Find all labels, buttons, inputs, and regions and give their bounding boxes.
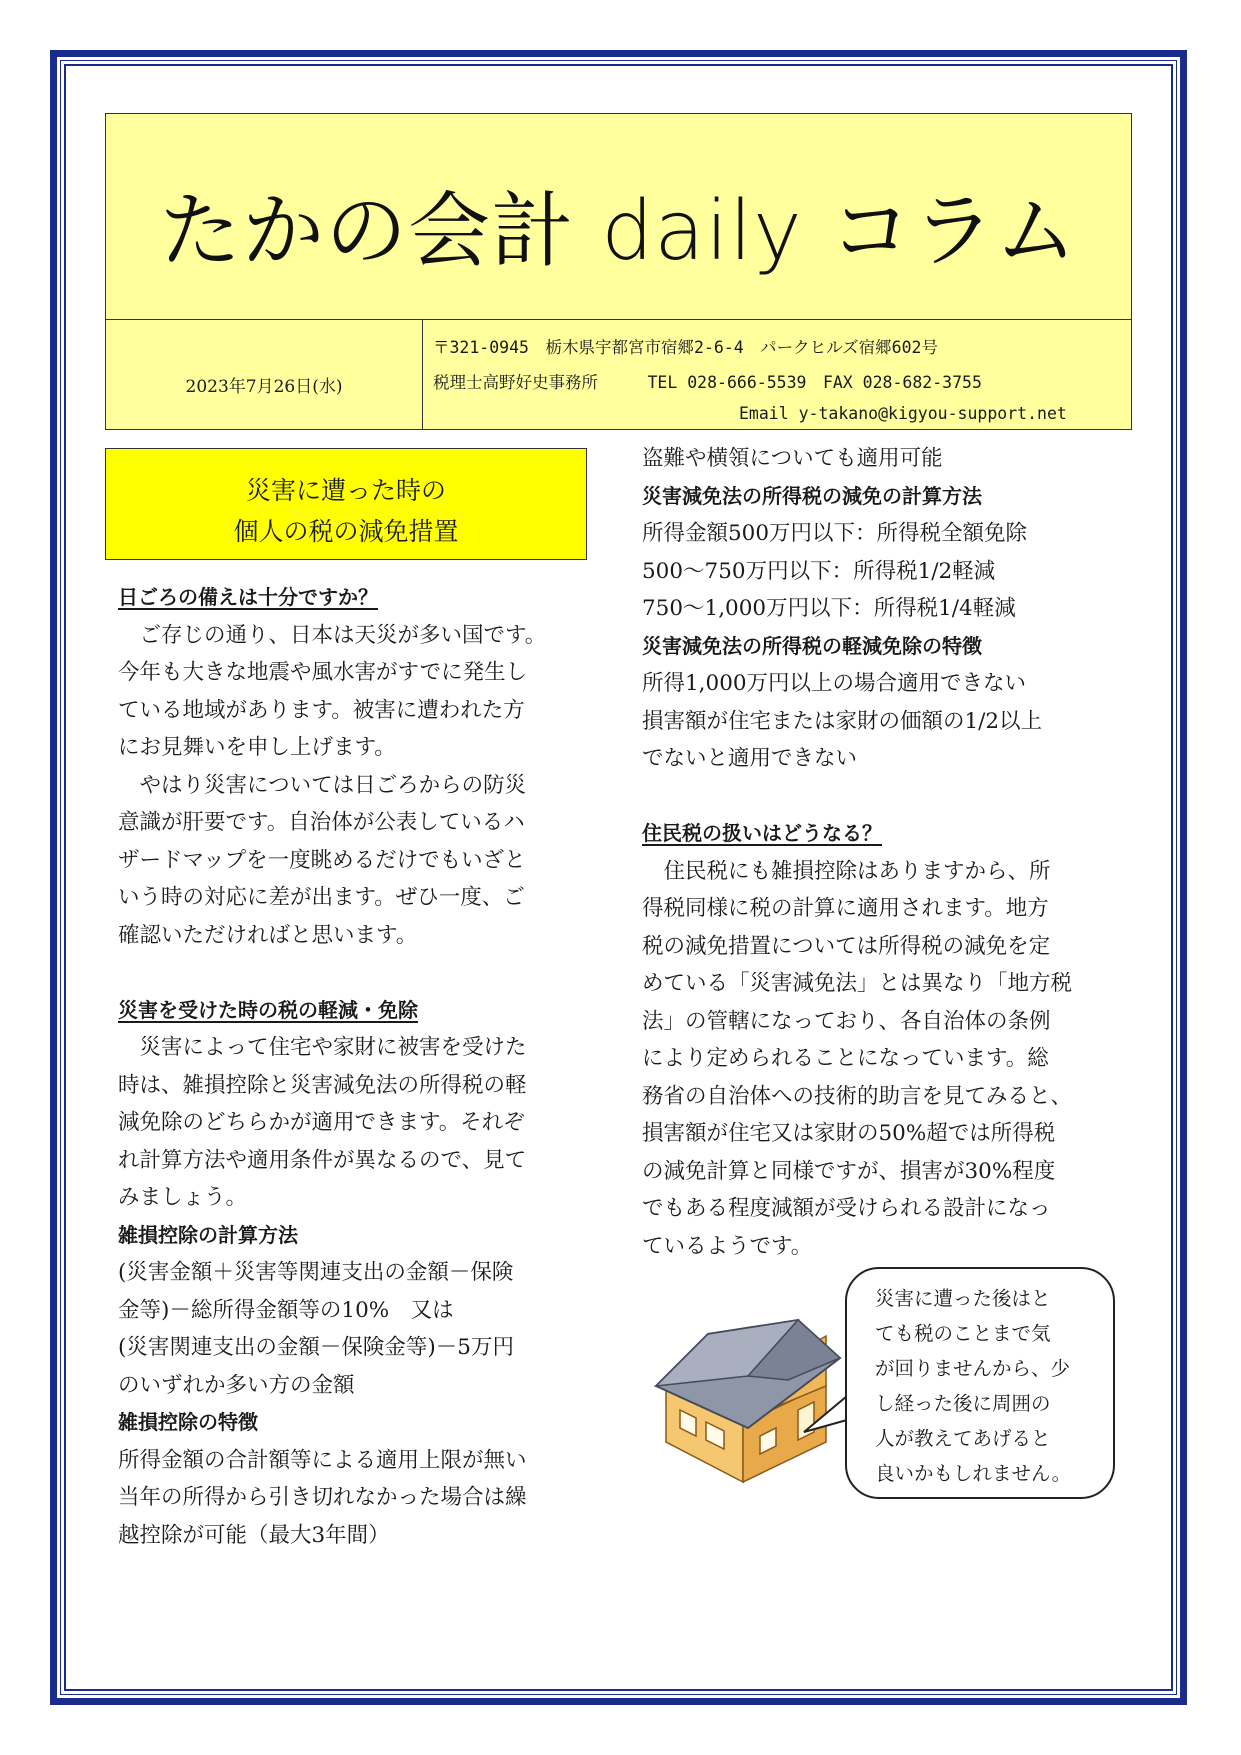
- body-line: 減免除のどちらかが適用できます。それぞ: [118, 1110, 525, 1135]
- body-line: 務省の自治体への技術的助言を見てみると、: [642, 1083, 1073, 1109]
- body-line: 750～1,000万円以下：所得税1/4軽減: [642, 596, 1016, 621]
- bubble-line: 人が教えてあげると: [875, 1427, 1051, 1450]
- body-line: 金等)－総所得金額等の10% 又は: [118, 1297, 454, 1323]
- article-heading-line1: 災害に遭った時の: [245, 476, 446, 505]
- body-line: 住民税にも雑損控除はありますから、所: [642, 858, 1051, 884]
- body-line: やはり災害については日ごろからの防災: [118, 772, 527, 798]
- bubble-line: 災害に遭った後はと: [875, 1287, 1051, 1310]
- body-line: ているようです。: [642, 1233, 813, 1259]
- body-line: 意識が肝要です。自治体が公表しているハ: [118, 810, 525, 835]
- body-line: 所得金額500万円以下：所得税全額免除: [642, 521, 1028, 546]
- subsection-title: 雑損控除の計算方法: [118, 1222, 298, 1247]
- body-line: 確認いただければと思います。: [118, 922, 418, 948]
- body-line: めている「災害減免法」とは異なり「地方税: [642, 971, 1073, 996]
- bubble-line: ても税のことまで気: [875, 1322, 1051, 1345]
- spacer: [642, 778, 1127, 816]
- office-contact: 税理士高野好史事務所 TEL 028-666-5539 FAX 028-682-3755: [433, 373, 982, 392]
- spacer: [118, 954, 598, 992]
- bubble-line: し経った後に周囲の: [875, 1392, 1051, 1415]
- header-column-divider: [422, 319, 423, 429]
- issue-date: 2023年7月26日(水): [185, 377, 343, 397]
- newsletter-title: たかの会計 daily コラム: [159, 184, 1078, 279]
- body-line: 税の減免措置については所得税の減免を定: [642, 933, 1051, 959]
- body-line: 損害額が住宅または家財の価額の1/2以上: [642, 708, 1043, 734]
- body-line: (災害金額＋災害等関連支出の金額－保険: [118, 1260, 514, 1285]
- body-line: により定められることになっています。総: [642, 1046, 1049, 1071]
- subsection-title: 災害減免法の所得税の軽減免除の特徴: [642, 633, 982, 658]
- body-line: ザードマップを一度眺めるだけでもいざと: [118, 847, 526, 873]
- office-email: Email y-takano@kigyou-support.net: [739, 404, 1067, 423]
- body-line: ご存じの通り、日本は天災が多い国です。: [118, 622, 547, 648]
- subsection-title: 災害減免法の所得税の減免の計算方法: [642, 483, 982, 508]
- body-line: ている地域があります。被害に遭われた方: [118, 697, 525, 723]
- body-line: みましょう。: [118, 1185, 248, 1210]
- body-line: のいずれか多い方の金額: [118, 1372, 355, 1398]
- body-line: 所得金額の合計額等による適用上限が無い: [118, 1447, 527, 1473]
- body-line: 得税同様に税の計算に適用されます。地方: [642, 896, 1049, 921]
- section-title: 日ごろの備えは十分ですか？: [118, 585, 378, 609]
- body-line: いう時の対応に差が出ます。ぜひ一度、ご: [118, 885, 525, 910]
- body-line: の減免計算と同様ですが、損害が30%程度: [642, 1158, 1056, 1184]
- body-line: 500～750万円以下：所得税1/2軽減: [642, 558, 996, 584]
- bubble-line: 良いかもしれません。: [875, 1462, 1072, 1485]
- body-line: 盗難や横領についても適用可能: [642, 446, 943, 471]
- body-line: にお見舞いを申し上げます。: [118, 735, 396, 760]
- body-line: (災害関連支出の金額－保険金等)－5万円: [118, 1335, 514, 1360]
- body-line: でもある程度減額が受けられる設計になっ: [642, 1196, 1051, 1221]
- article-left-column: [118, 579, 598, 1554]
- body-line: 越控除が可能（最大3年間）: [118, 1522, 390, 1548]
- article-right-column: [642, 440, 1127, 1265]
- section-title: 災害を受けた時の税の軽減・免除: [118, 997, 418, 1022]
- body-line: 今年も大きな地震や風水害がすでに発生し: [118, 660, 528, 685]
- body-line: 損害額が住宅又は家財の50%超では所得税: [642, 1121, 1056, 1146]
- body-line: でないと適用できない: [642, 746, 858, 771]
- body-line: 災害によって住宅や家財に被害を受けた: [118, 1035, 527, 1060]
- article-heading-line2: 個人の税の減免措置: [233, 517, 459, 546]
- header-divider: [106, 319, 1131, 320]
- section-title: 住民税の扱いはどうなる？: [642, 821, 882, 845]
- bubble-line: が回りませんから、少: [875, 1357, 1071, 1380]
- body-line: 時は、雑損控除と災害減免法の所得税の軽: [118, 1072, 527, 1098]
- article-heading: [105, 448, 587, 560]
- subsection-title: 雑損控除の特徴: [118, 1410, 258, 1434]
- body-line: れ計算方法や適用条件が異なるので、見て: [118, 1147, 527, 1173]
- body-line: 法」の管轄になっており、各自治体の条例: [642, 1008, 1051, 1034]
- body-line: 当年の所得から引き切れなかった場合は繰: [118, 1485, 527, 1510]
- body-line: 所得1,000万円以上の場合適用できない: [642, 671, 1027, 696]
- speech-bubble: [845, 1267, 1115, 1499]
- office-address: 〒321-0945 栃木県宇都宮市宿郷2-6-4 パークヒルズ宿郷602号: [433, 338, 938, 357]
